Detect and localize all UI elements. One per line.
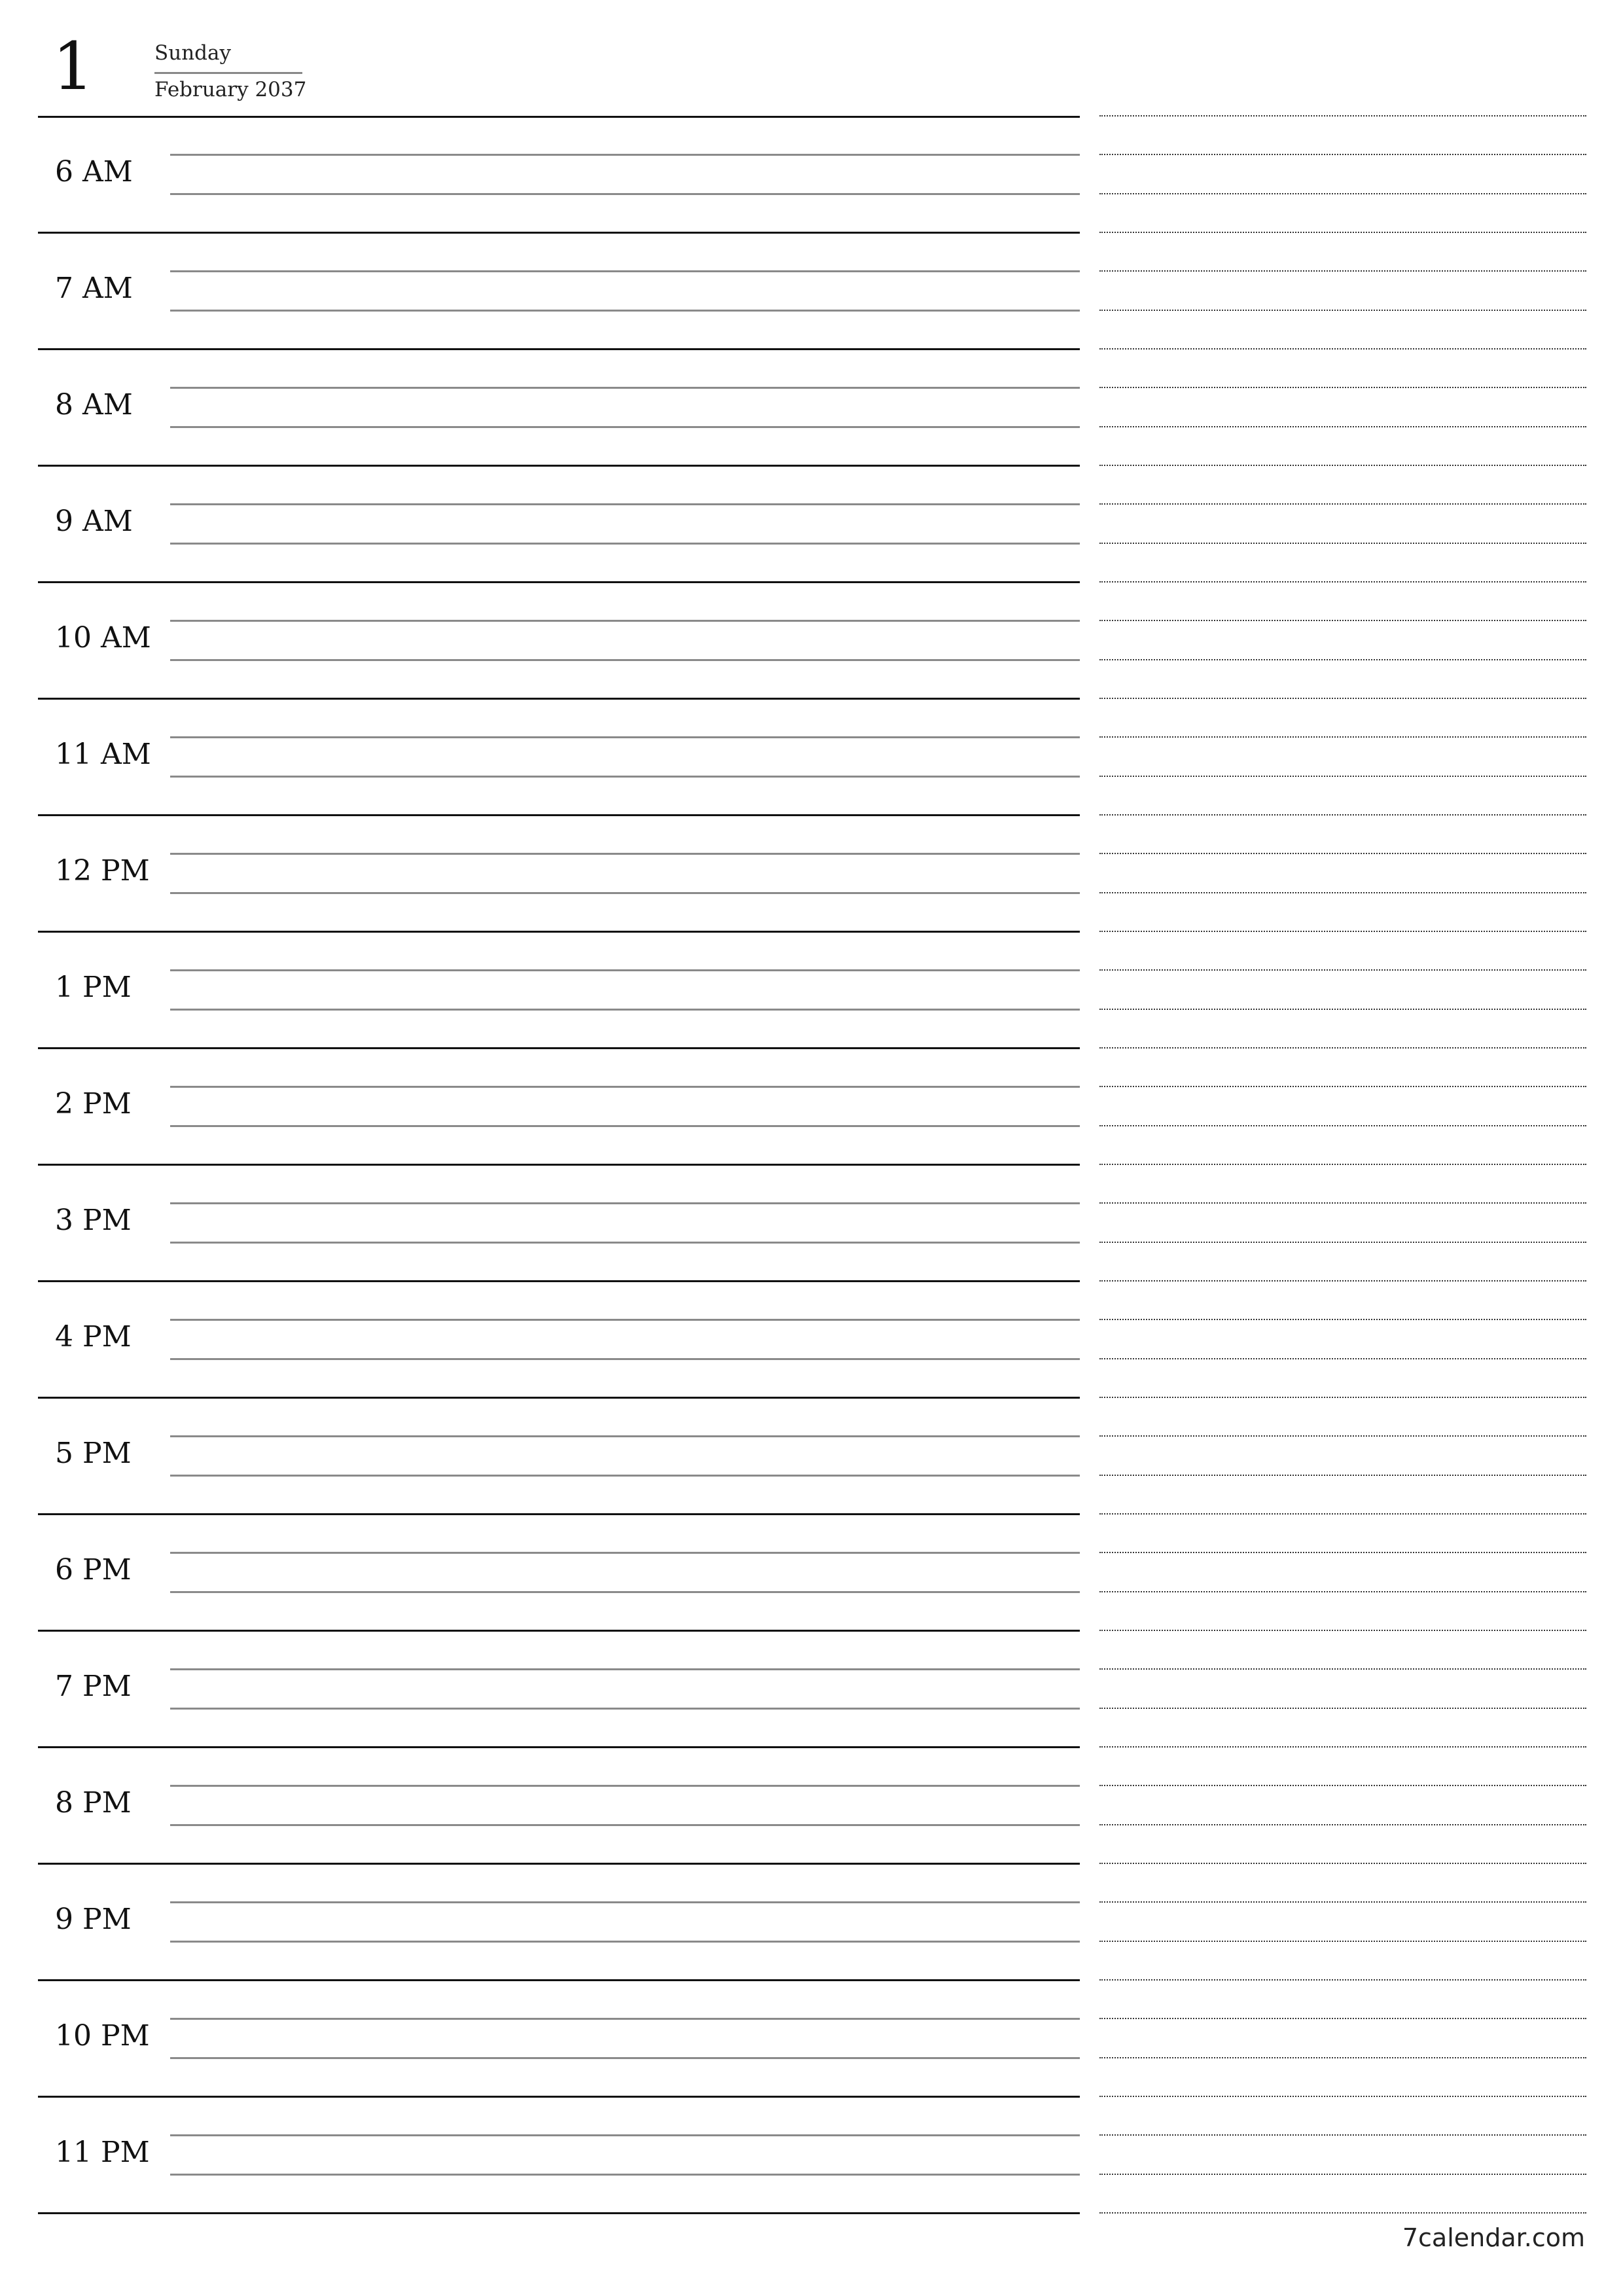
hour-label: 6 AM [55, 155, 133, 188]
note-line [1099, 814, 1586, 816]
hour-label: 1 PM [55, 971, 132, 1004]
writing-line [170, 1358, 1080, 1360]
hour-row [38, 700, 1080, 816]
writing-line [170, 387, 1080, 389]
hour-row [38, 583, 1080, 700]
hour-row [38, 234, 1080, 350]
note-line [1099, 154, 1586, 155]
writing-line [170, 1319, 1080, 1321]
hour-label: 12 PM [55, 854, 150, 888]
writing-line [170, 776, 1080, 778]
writing-line [170, 1591, 1080, 1593]
note-line [1099, 581, 1586, 583]
note-line [1099, 1552, 1586, 1553]
note-line [1099, 776, 1586, 777]
note-line [1099, 2134, 1586, 2136]
note-line [1099, 465, 1586, 466]
note-line [1099, 310, 1586, 311]
writing-line [170, 154, 1080, 156]
footer-site-name: 7calendar.com [1402, 2223, 1585, 2252]
note-line [1099, 1708, 1586, 1709]
writing-line [170, 659, 1080, 661]
hour-row [38, 1748, 1080, 1865]
hour-row [38, 1399, 1080, 1515]
note-line [1099, 1513, 1586, 1515]
writing-line [170, 1435, 1080, 1437]
note-line [1099, 193, 1586, 194]
note-line [1099, 348, 1586, 350]
weekday-label: Sunday [154, 41, 232, 65]
hour-label: 7 PM [55, 1670, 132, 1703]
writing-line [170, 1824, 1080, 1826]
note-line [1099, 1164, 1586, 1165]
hour-label: 9 PM [55, 1903, 132, 1936]
writing-line [170, 1009, 1080, 1011]
note-line [1099, 1125, 1586, 1126]
hour-label: 9 AM [55, 505, 133, 538]
hour-label: 11 AM [55, 738, 151, 771]
note-line [1099, 115, 1586, 117]
day-number: 1 [52, 28, 94, 105]
hour-row [38, 1282, 1080, 1399]
hour-row [38, 1632, 1080, 1748]
writing-line [170, 1901, 1080, 1903]
writing-line [170, 1086, 1080, 1088]
note-line [1099, 1668, 1586, 1670]
note-line [1099, 659, 1586, 660]
note-line [1099, 1009, 1586, 1010]
note-line [1099, 1242, 1586, 1243]
writing-line [170, 892, 1080, 894]
writing-line [170, 1552, 1080, 1554]
header-divider [154, 72, 302, 74]
note-line [1099, 232, 1586, 233]
writing-line [170, 310, 1080, 312]
hour-label: 10 AM [55, 621, 151, 655]
writing-line [170, 2134, 1080, 2136]
hour-label: 7 AM [55, 272, 133, 305]
hour-label: 6 PM [55, 1553, 132, 1587]
note-line [1099, 1746, 1586, 1748]
writing-line [170, 503, 1080, 505]
note-line [1099, 853, 1586, 854]
hour-row [38, 1515, 1080, 1632]
writing-line [170, 1242, 1080, 1244]
hour-row [38, 1865, 1080, 1981]
note-line [1099, 387, 1586, 388]
writing-line [170, 853, 1080, 855]
note-line [1099, 1047, 1586, 1049]
note-line [1099, 2212, 1586, 2214]
note-line [1099, 2174, 1586, 2175]
note-line [1099, 2057, 1586, 2058]
hour-label: 8 PM [55, 1786, 132, 1820]
writing-line [170, 2018, 1080, 2020]
note-line [1099, 620, 1586, 621]
month-year-label: February 2037 [154, 78, 307, 101]
hour-label: 10 PM [55, 2019, 150, 2053]
writing-line [170, 620, 1080, 622]
note-line [1099, 1979, 1586, 1981]
hour-row [38, 1166, 1080, 1282]
hour-divider [38, 2212, 1080, 2214]
writing-line [170, 270, 1080, 272]
note-line [1099, 1086, 1586, 1087]
note-line [1099, 1358, 1586, 1359]
note-line [1099, 1630, 1586, 1631]
hour-row [38, 1981, 1080, 2098]
note-line [1099, 1901, 1586, 1903]
note-line [1099, 543, 1586, 544]
note-line [1099, 503, 1586, 505]
hour-row [38, 1049, 1080, 1166]
writing-line [170, 543, 1080, 545]
note-line [1099, 1824, 1586, 1825]
note-line [1099, 1280, 1586, 1282]
note-line [1099, 426, 1586, 427]
note-line [1099, 1435, 1586, 1437]
writing-line [170, 1668, 1080, 1670]
hour-label: 8 AM [55, 388, 133, 422]
writing-line [170, 969, 1080, 971]
note-line [1099, 1397, 1586, 1398]
note-line [1099, 698, 1586, 699]
note-line [1099, 2018, 1586, 2019]
hour-row [38, 2098, 1080, 2214]
writing-line [170, 1202, 1080, 1204]
writing-line [170, 1708, 1080, 1710]
writing-line [170, 2057, 1080, 2059]
hour-row [38, 467, 1080, 583]
writing-line [170, 1941, 1080, 1943]
note-line [1099, 1475, 1586, 1476]
note-line [1099, 270, 1586, 272]
note-line [1099, 969, 1586, 971]
writing-line [170, 426, 1080, 428]
note-line [1099, 1785, 1586, 1786]
note-line [1099, 892, 1586, 893]
note-line [1099, 1941, 1586, 1942]
hour-row [38, 933, 1080, 1049]
writing-line [170, 1125, 1080, 1127]
writing-line [170, 1785, 1080, 1787]
writing-line [170, 736, 1080, 738]
writing-line [170, 193, 1080, 195]
hour-row [38, 350, 1080, 467]
writing-line [170, 1475, 1080, 1477]
note-line [1099, 736, 1586, 738]
note-line [1099, 1319, 1586, 1320]
note-line [1099, 931, 1586, 932]
hour-label: 11 PM [55, 2136, 150, 2169]
hour-row [38, 117, 1080, 234]
hour-label: 4 PM [55, 1320, 132, 1354]
hour-label: 3 PM [55, 1204, 132, 1237]
hour-label: 2 PM [55, 1087, 132, 1121]
hour-label: 5 PM [55, 1437, 132, 1470]
hour-row [38, 816, 1080, 933]
note-line [1099, 1591, 1586, 1592]
note-line [1099, 2096, 1586, 2097]
writing-line [170, 2174, 1080, 2176]
note-line [1099, 1202, 1586, 1204]
note-line [1099, 1863, 1586, 1864]
